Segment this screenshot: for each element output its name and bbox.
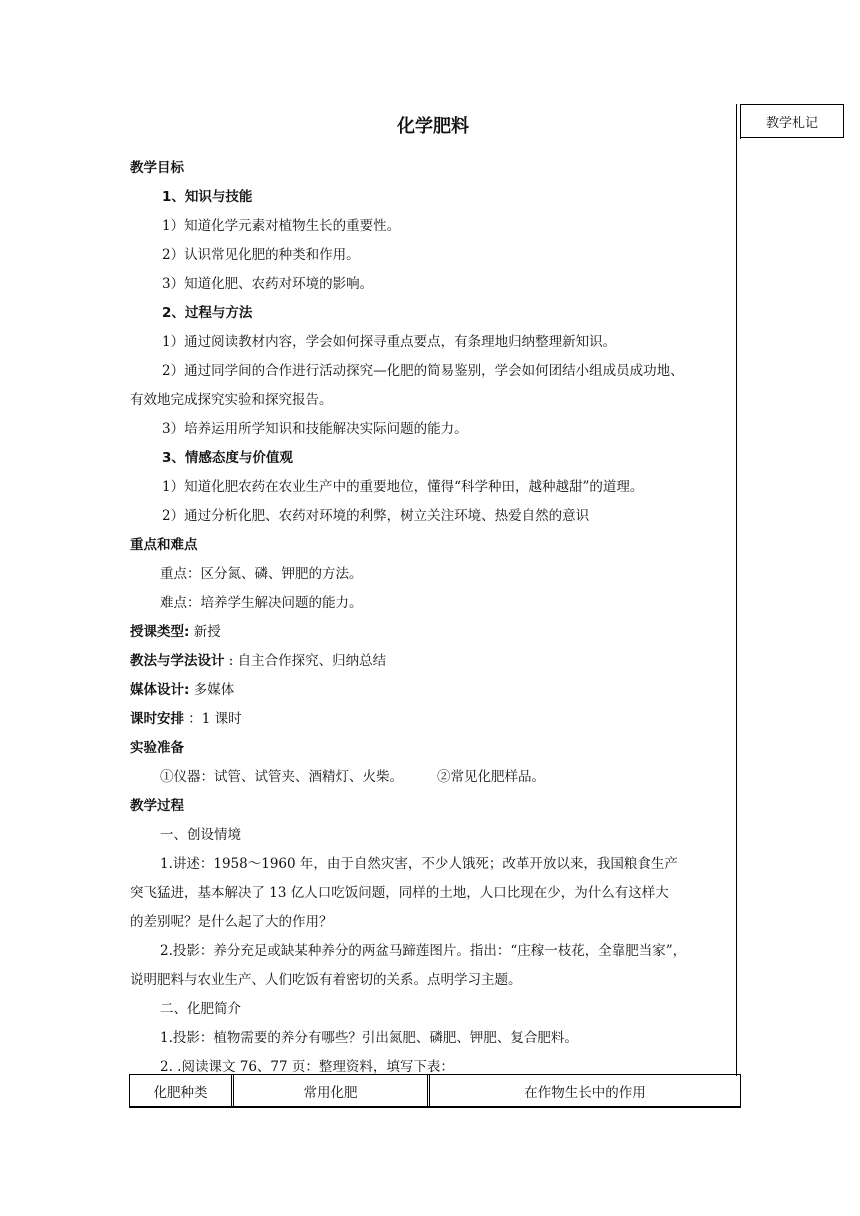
emotion-item: 2）通过分析化肥、农药对环境的利弊，树立关注环境、热爱自然的意识	[162, 508, 590, 524]
part1-heading: 一、创设情境	[160, 827, 241, 843]
knowledge-heading: 1、知识与技能	[162, 189, 253, 205]
process-section-heading: 教学过程	[130, 798, 184, 814]
media-row	[130, 676, 730, 705]
page-title: 化学肥料	[397, 116, 469, 137]
lesson-type-value: 新授	[193, 624, 221, 640]
method-label: 教法与学法设计	[130, 653, 225, 669]
teaching-notes-label: 教学札记	[765, 115, 818, 131]
part1-paragraph-continued: 突飞猛进，基本解决了 13 亿人口吃饭问题，同样的土地，人口比现在少，为什么有这样大	[130, 885, 669, 901]
knowledge-item: 3）知道化肥、农药对环境的影响。	[162, 276, 374, 292]
schedule-row	[130, 705, 730, 734]
media-value: 多媒体	[193, 682, 235, 698]
schedule-label: 课时安排	[130, 711, 184, 727]
process-item: 2）通过同学间的合作进行活动探究—化肥的简易鉴别，学会如何团结小组成员成功地、	[162, 363, 684, 379]
schedule-value: ：1 课时	[188, 711, 242, 727]
knowledge-item: 2）认识常见化肥的种类和作用。	[162, 247, 360, 263]
emotion-item: 1）知道化肥农药在农业生产中的重要地位，懂得“科学种田，越种越甜”的道理。	[162, 479, 644, 495]
fertilizer-table-header	[129, 1074, 741, 1108]
knowledge-item: 1）知道化学元素对植物生长的重要性。	[162, 218, 401, 234]
part2-paragraph: 2. .阅读课文 76、77 页：整理资料，填写下表：	[160, 1059, 454, 1075]
key-points-heading: 重点和难点	[130, 537, 198, 553]
part2-paragraph: 1.投影：植物需要的养分有哪些？引出氮肥、磷肥、钾肥、复合肥料。	[160, 1030, 578, 1046]
part1-paragraph-continued: 的差别呢？是什么起了大的作用？	[130, 914, 333, 930]
difficulty-point: 难点：培养学生解决问题的能力。	[160, 595, 363, 611]
table-header-cell: 常用化肥	[234, 1075, 430, 1106]
part1-paragraph: 2.投影：养分充足或缺某种养分的两盆马蹄莲图片。指出：“庄稼一枝花，全靠肥当家”，	[160, 943, 687, 959]
table-header-cell: 化肥种类	[130, 1075, 234, 1106]
margin-divider-line	[736, 104, 737, 1076]
lesson-type-label: 授课类型:	[130, 624, 190, 640]
experiment-row	[130, 763, 730, 792]
method-row	[130, 647, 730, 676]
teaching-notes-box	[740, 104, 844, 138]
lesson-type-row	[130, 618, 730, 647]
emotion-heading: 3、情感态度与价值观	[162, 450, 293, 466]
media-label: 媒体设计:	[130, 682, 190, 698]
experiment-item: ①仪器：试管、试管夹、酒精灯、火柴。	[160, 769, 403, 785]
part1-paragraph-continued: 说明肥料与农业生产、人们吃饭有着密切的关系。点明学习主题。	[130, 972, 522, 988]
experiment-item: ②常见化肥样品。	[437, 769, 545, 785]
process-item: 1）通过阅读教材内容，学会如何探寻重点要点，有条理地归纳整理新知识。	[162, 334, 617, 350]
objectives-heading: 教学目标	[130, 160, 184, 176]
table-header-cell: 在作物生长中的作用	[524, 1084, 646, 1101]
process-item: 3）培养运用所学知识和技能解决实际问题的能力。	[162, 421, 468, 437]
process-heading: 2、过程与方法	[162, 305, 253, 321]
part1-paragraph: 1.讲述：1958～1960 年，由于自然灾害，不少人饿死；改革开放以来，我国粮食生产	[160, 856, 678, 872]
process-item-continued: 有效地完成探究实验和探究报告。	[130, 392, 333, 408]
part2-heading: 二、化肥简介	[160, 1001, 241, 1017]
experiment-heading: 实验准备	[130, 740, 184, 756]
focus-point: 重点：区分氮、磷、钾肥的方法。	[160, 566, 363, 582]
method-value: : 自主合作探究、归纳总结	[228, 653, 387, 669]
lesson-plan-body	[130, 154, 730, 1082]
